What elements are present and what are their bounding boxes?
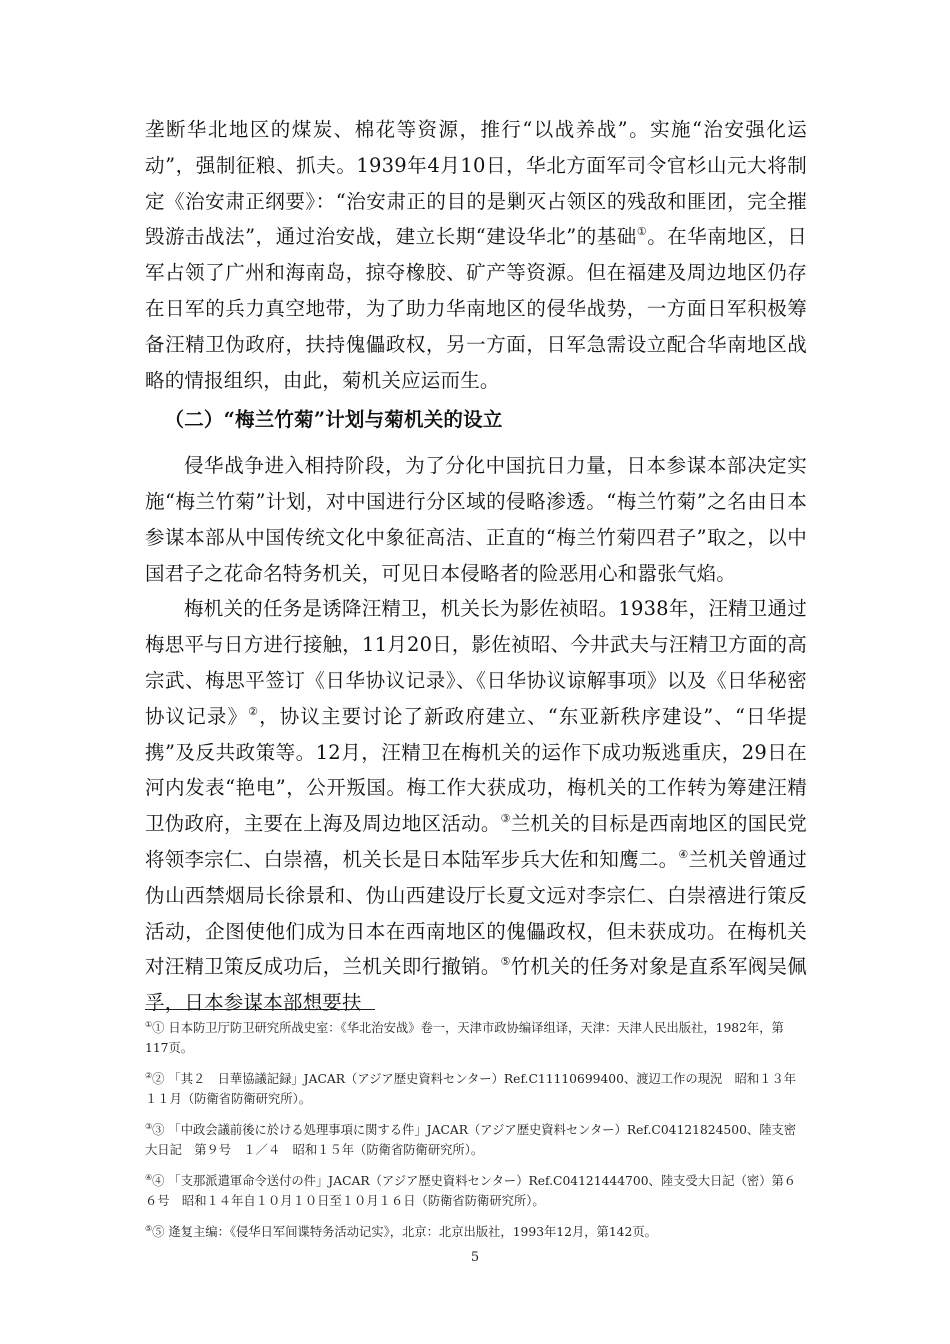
paragraph-2: 侵华战争进入相持阶段，为了分化中国抗日力量，日本参谋本部决定实施“梅兰竹菊”计划，对中国进行分区域的侵略渗透。“梅兰竹菊”之名由日本参谋本部从中国传统文化中象征高洁、正直的“梅兰竹菊四君子”取之，以中国君子之花命名特务机关，可见日本侵略者的险恶用心和嚣张气焰。	[145, 454, 807, 585]
paragraph-3	[145, 591, 807, 1021]
page-number: 5	[470, 1250, 480, 1265]
footnote-1	[145, 1018, 807, 1058]
footnote-ref-1[interactable]: ①	[636, 225, 648, 239]
footnote-5-text: 逄复主编：《侵华日军间谍特务活动记实》，北京：北京出版社，1993年12月，第142页。	[168, 1225, 657, 1239]
footnote-4-number: ④	[152, 1174, 165, 1188]
footnote-ref-4[interactable]: ④	[678, 847, 689, 861]
paragraph-1-tail: 。在华南地区，日军占领了广州和海南岛，掠夺橡胶、矿产等资源。但在福建及周边地区仍存在日军的兵力真空地带，为了助力华南地区的侵华战势，一方面日军积极筹备汪精卫伪政府，扶持傀儡政权，另一方面，日军急需设立配合华南地区战略的情报组织，由此，菊机关应运而生。	[145, 225, 808, 392]
footnote-ref-5[interactable]: ⑤	[500, 955, 511, 969]
footnote-3-number: ③	[152, 1123, 165, 1137]
paragraph-1	[145, 112, 807, 398]
footnote-1-number: ①	[152, 1021, 165, 1035]
footnote-2-number: ②	[152, 1072, 165, 1086]
footnote-5-number: ⑤	[152, 1225, 165, 1239]
footnote-separator	[145, 1009, 375, 1010]
footnote-4-text: 「支那派遣軍命令送付の件」JACAR（アジア歴史資料センター）Ref.C04121444700、陸支受大日記（密）第６６号 昭和１４年自１０月１０日至１０月１６日（防衛省防衛研究所）。	[145, 1174, 797, 1208]
footnote-3-text: 「中政会議前後に於ける処理事項に関する件」JACAR（アジア歴史資料センター）Ref.C04121824500、陸支密大日記 第９号 １／４ 昭和１５年（防衛省防衛研究所）。	[145, 1123, 797, 1157]
footnote-4	[145, 1171, 807, 1211]
paragraph-3-c: 兰机关的目标是西南地区的国民党将领李宗仁、白崇禧，机关长是日本陆军步兵大佐和知鹰二。	[145, 812, 807, 871]
footnotes	[145, 1018, 807, 1253]
footnote-5-mark: ⑤	[145, 1224, 153, 1233]
paragraph-3-e: 竹机关的任务对象是直系军阀吴佩孚，日本参谋本部想要扶	[145, 955, 807, 1015]
paragraph-3-d: 兰机关曾通过伪山西禁烟局长徐景和、伪山西建设厅长夏文远对李宗仁、白崇禧进行策反活动，企图使他们成为日本在西南地区的傀儡政权，但未获成功。在梅机关对汪精卫策反成功后，兰机关即行撤销。	[145, 847, 808, 979]
footnote-1-mark: ①	[145, 1020, 153, 1029]
paragraph-3-a: 梅机关的任务是诱降汪精卫，机关长为影佐祯昭。1938年，汪精卫通过梅思平与日方进行接触，11月20日，影佐祯昭、今井武夫与汪精卫方面的高宗武、梅思平签订《日华协议记录》、《日华协议谅解事项》以及《日华秘密协议记录》	[145, 597, 807, 728]
footnote-2-text: 「其２ 日華協議記録」JACAR（アジア歴史資料センター）Ref.C11110699400、渡辺工作の現況 昭和１３年１１月（防衛省防衛研究所）。	[145, 1072, 797, 1106]
paragraph-1-text: 垄断华北地区的煤炭、棉花等资源，推行“以战养战”。实施“治安强化运动”，强制征粮、抓夫。1939年4月10日，华北方面军司令官杉山元大将制定《治安肃正纲要》：“治安肃正的目的是剿灭占领区的残敌和匪团，完全摧毁游击战法”，通过治安战，建立长期“建设华北”的基础	[145, 118, 807, 249]
footnote-1-text: 日本防卫厅防卫研究所战史室：《华北治安战》卷一，天津市政协编译组译，天津：天津人民出版社，1982年，第117页。	[145, 1021, 784, 1055]
section-heading: （二）“梅兰竹菊”计划与菊机关的设立	[164, 408, 503, 432]
footnote-3	[145, 1120, 807, 1160]
footnote-3-mark: ③	[145, 1122, 153, 1131]
footnote-4-mark: ④	[145, 1173, 153, 1182]
footnote-ref-2[interactable]: ②	[248, 704, 260, 718]
footnote-2	[145, 1069, 807, 1109]
footnote-5	[145, 1222, 807, 1242]
paragraph-3-b: ，协议主要讨论了新政府建立、“东亚新秩序建设”、“日华提携”及反共政策等。12月，汪精卫在梅机关的运作下成功叛逃重庆，29日在河内发表“艳电”，公开叛国。梅工作大获成功，梅机关的工作转为筹建汪精卫伪政府，主要在上海及周边地区活动。	[145, 704, 807, 836]
footnote-ref-3[interactable]: ③	[500, 812, 511, 826]
footnote-2-mark: ②	[145, 1071, 153, 1080]
body-text	[145, 112, 807, 1021]
